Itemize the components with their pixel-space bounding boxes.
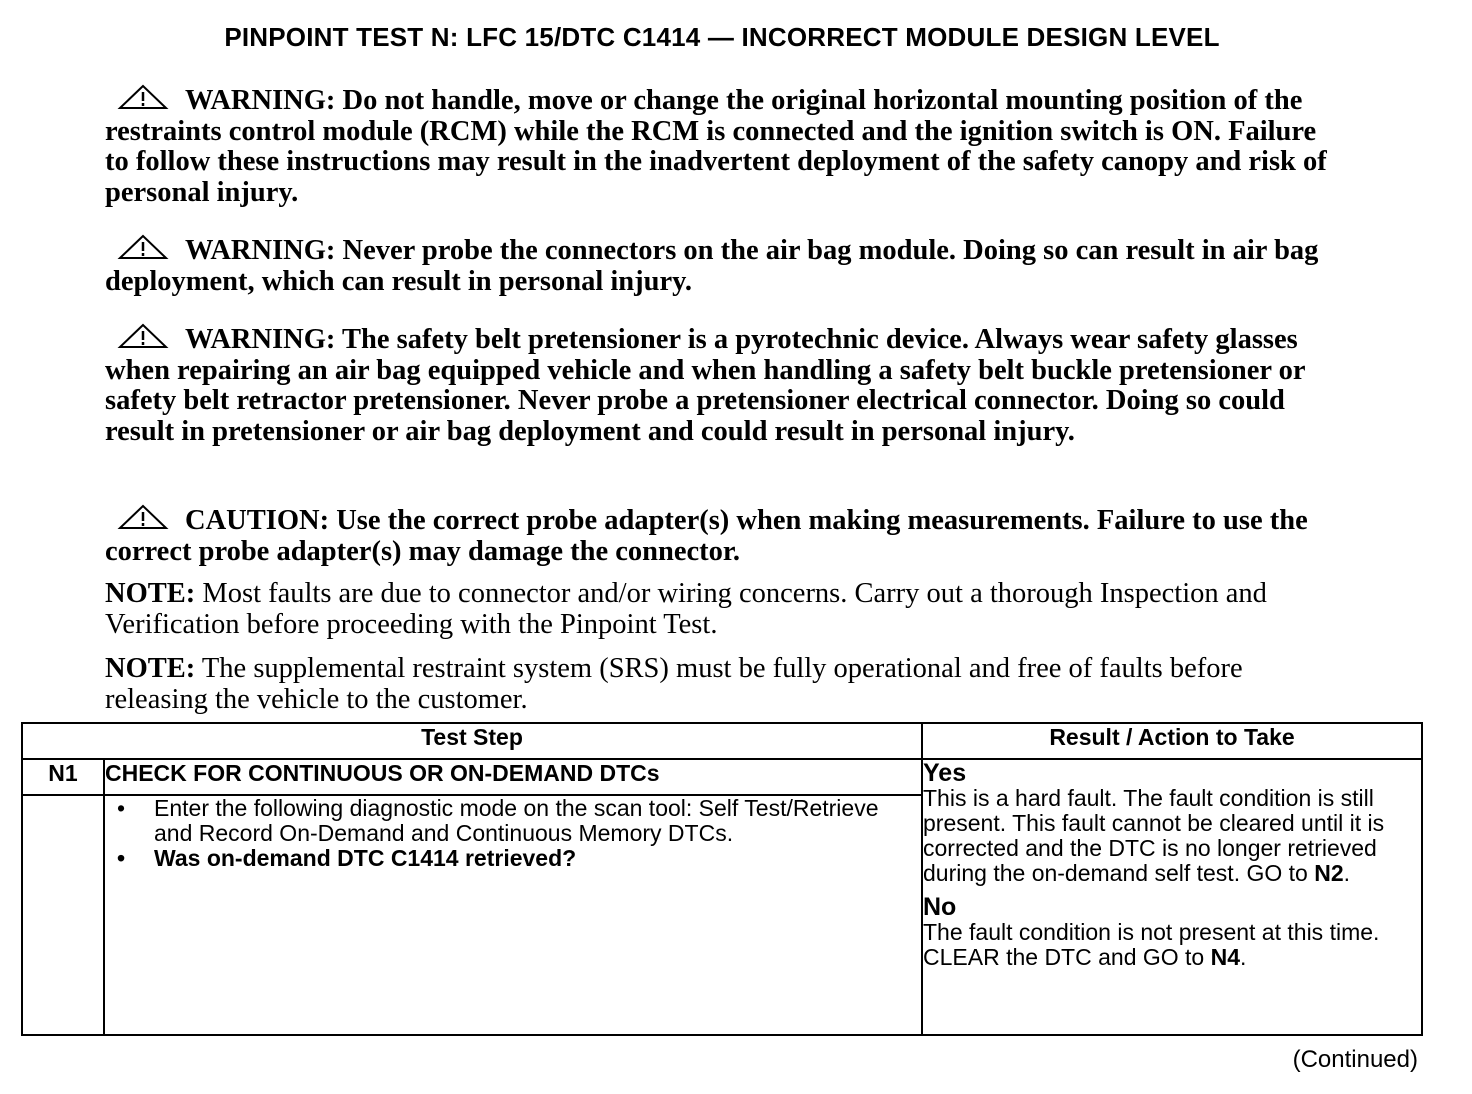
goto-link: N4 (1210, 944, 1241, 970)
note-text: Most faults are due to connector and/or wiring concerns. Carry out a thorough Inspection and Verification before proceeding with the Pinpoint Test. (105, 578, 1267, 640)
warning-block-3 (105, 323, 1335, 447)
continued-label: (Continued) (1292, 1046, 1418, 1073)
warning-text: WARNING: The safety belt pretensioner is a pyrotechnic device. Always wear safety glasses when repairing an air bag equipped vehicle and when handling a safety belt buckle pretensioner or safety belt retractor pretensioner. Never probe a pretensioner electrical connector. Doing so could result in pretensioner or air bag deployment and could result in personal injury. (105, 324, 1306, 447)
note-block-2 (105, 654, 1305, 715)
warning-block-1 (105, 84, 1335, 208)
list-item: • Was on-demand DTC C1414 retrieved? (137, 846, 921, 871)
header-test-step: Test Step (22, 723, 922, 759)
warning-triangle-icon (117, 234, 169, 260)
note-text: The supplemental restraint system (SRS) must be fully operational and free of faults before releasing the vehicle to the customer. (105, 653, 1243, 715)
caution-block (105, 504, 1335, 567)
warning-block-2 (105, 234, 1335, 297)
step-number: N1 (22, 759, 104, 795)
list-item: • Enter the following diagnostic mode on the scan tool: Self Test/Retrieve and Record On-Demand and Continuous Memory DTCs. (137, 796, 921, 846)
step-number-empty (22, 795, 104, 1035)
result-cell (922, 759, 1422, 1035)
warning-triangle-icon (117, 504, 169, 530)
note-label: NOTE: (105, 653, 196, 684)
step-bullet-list (105, 796, 921, 871)
page-title: PINPOINT TEST N: LFC 15/DTC C1414 — INCORRECT MODULE DESIGN LEVEL (224, 22, 1220, 52)
note-label: NOTE: (105, 578, 196, 609)
result-yes-heading: Yes (923, 759, 967, 787)
note-block-1 (105, 579, 1285, 640)
result-no-text: The fault condition is not present at this time. CLEAR the DTC and GO to N4. (923, 919, 1380, 970)
warning-triangle-icon (117, 323, 169, 349)
warning-triangle-icon (117, 84, 169, 110)
pinpoint-test-table (21, 722, 1423, 1036)
warning-text: WARNING: Do not handle, move or change the original horizontal mounting position of the restraints control module (RCM) while the RCM is connected and the ignition switch is ON. Failure to follow these instructions may result in the inadvertent deployment of the safety canopy and risk of personal injury. (105, 85, 1327, 208)
header-result-action: Result / Action to Take (922, 723, 1422, 759)
step-title-row (22, 759, 1422, 795)
goto-link: N2 (1314, 860, 1344, 886)
step-title: CHECK FOR CONTINUOUS OR ON-DEMAND DTCs (104, 759, 922, 795)
table-header-row (22, 723, 1422, 759)
warning-text: WARNING: Never probe the connectors on the air bag module. Doing so can result in air bag deployment, which can result in personal injury. (105, 235, 1319, 297)
result-yes-text: This is a hard fault. The fault condition is still present. This fault cannot be cleared until it is corrected and the DTC is no longer retrieved during the on-demand self test. GO to N2. (923, 785, 1385, 886)
result-no-heading: No (923, 893, 957, 921)
step-body (104, 795, 922, 1035)
caution-text: CAUTION: Use the correct probe adapter(s) when making measurements. Failure to use the correct probe adapter(s) may damage the connector. (105, 505, 1308, 567)
